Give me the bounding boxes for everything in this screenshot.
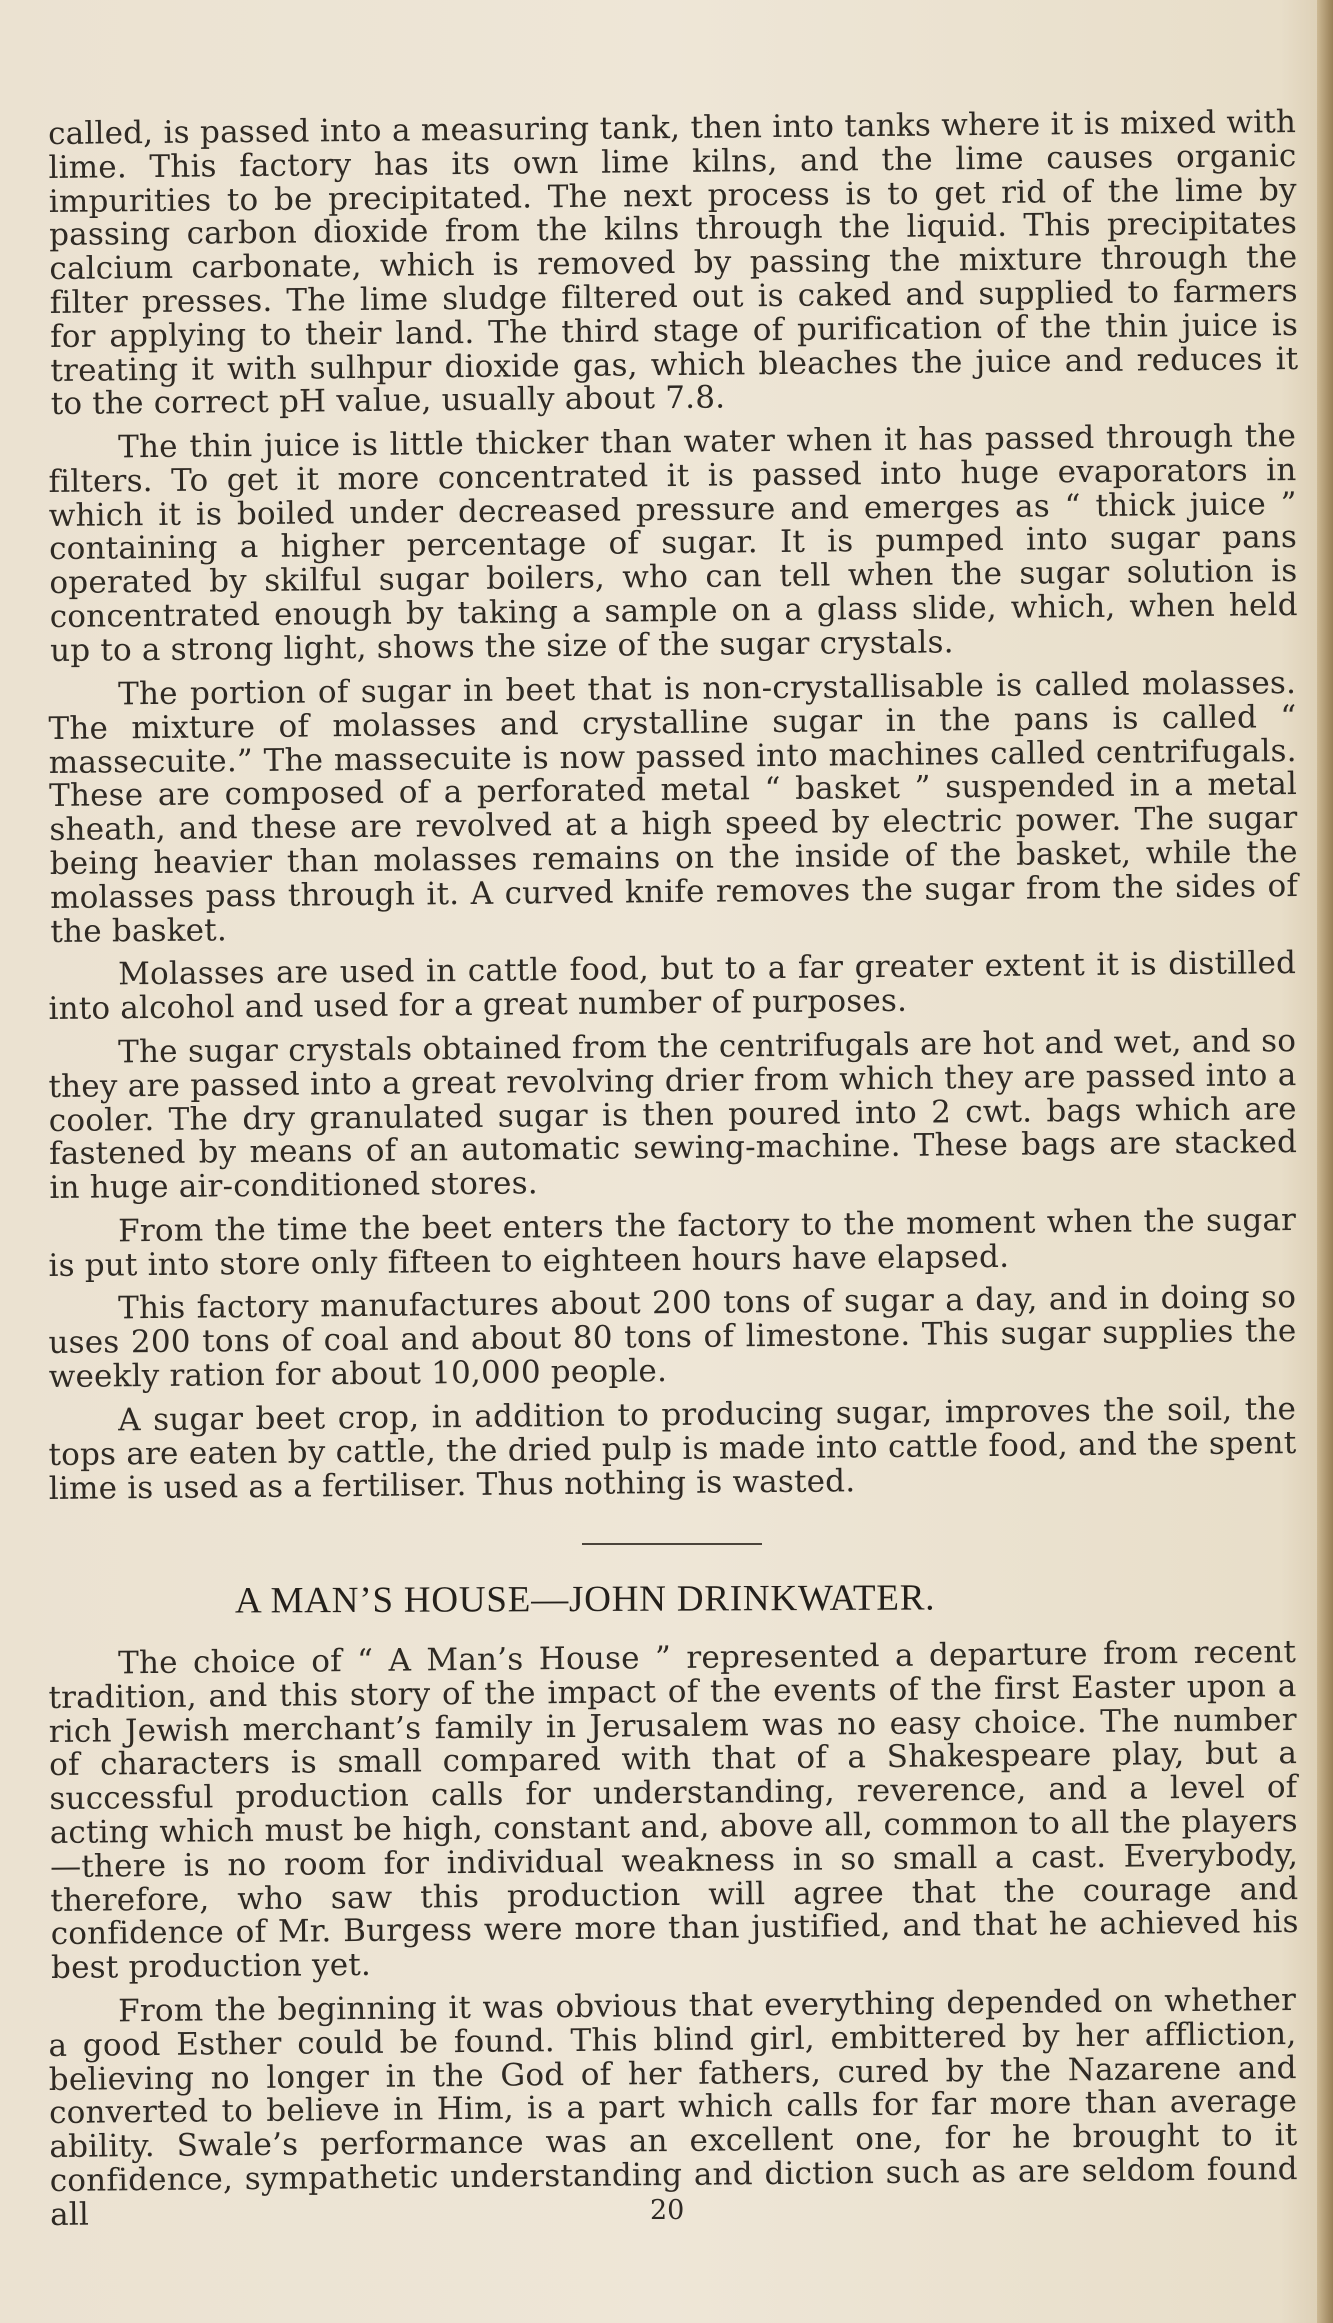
paragraph-4: Molasses are used in cattle food, but to a far greater extent it is distilled into alcohol and used for a great number of purposes. bbox=[48, 945, 1297, 1027]
section-divider-rule bbox=[582, 1543, 762, 1545]
section-title: A MAN’S HOUSE—JOHN DRINKWATER. bbox=[234, 1577, 936, 1622]
page-number: 20 bbox=[650, 2195, 685, 2226]
paragraph-2: The thin juice is little thicker than water when it has passed through the filters. To get it more concentrated it is passed into huge evaporators in which it is boiled under decreased pressure and emerges as “ thick juice ” containing a higher percentage of sugar. It is pumped into sugar pans operated by skilful sugar boilers, who can tell when the sugar solution is concentrated enough by taking a sample on a glass slide, which, when held up to a strong light, shows the size of the sugar crystals. bbox=[48, 418, 1298, 669]
paragraph-9: The choice of “ A Man’s House ” represented a departure from recent tradition, and this story of the impact of the events of the first Easter upon a rich Jewish merchant’s family in Jerusalem was no easy choice. The number of characters is small compared with that of a Shakespeare play, but a successful production calls for understanding, reverence, and a level of acting which must be high, constant and, above all, common to all the players—there is no room for individual weakness in so small a cast. Everybody, therefore, who saw this production will agree that the courage and confidence of Mr. Burgess were more than justified, and that he achieved his best production yet. bbox=[48, 1634, 1299, 1987]
page-edge bbox=[1317, 0, 1333, 2323]
paragraph-6: From the time the beet enters the factory to the moment when the sugar is put into store only fifteen to eighteen hours have elapsed. bbox=[48, 1201, 1297, 1284]
bottom-article-body bbox=[48, 1634, 1299, 2233]
paragraph-1: called, is passed into a measuring tank, then into tanks where it is mixed with lime. This factory has its own lime kilns, and the lime causes organic impurities to be precipitated. The next process is to get rid of the lime by passing carbon dioxide from the kilns through the liquid. This precipitates calcium carbonate, which is removed by passing the mixture through the filter presses. The lime sludge filtered out is caked and supplied to farmers for applying to their land. The third stage of purification of the thin juice is treating it with sulhpur dioxide gas, which bleaches the juice and reduces it to the correct pH value, usually about 7.8. bbox=[47, 104, 1299, 423]
paragraph-7: This factory manufactures about 200 tons of sugar a day, and in doing so uses 200 tons of coal and about 80 tons of limestone. This sugar supplies the weekly ration for about 10,000 people. bbox=[48, 1279, 1297, 1395]
top-article-body bbox=[47, 104, 1299, 1507]
paragraph-10: From the beginning it was obvious that everything depended on whether a good Esther could be found. This blind girl, embittered by her affliction, believing no longer in the God of her fathers, cured by the Nazarene and converted to believe in Him, is a part which calls for far more than average ability. Swale’s performance was an excellent one, for he brought to it confidence, sympathetic understanding and diction such as are seldom found all bbox=[48, 1981, 1298, 2233]
paragraph-3: The portion of sugar in beet that is non-crystallisable is called molasses. The mixture of molasses and crystalline sugar in the pans is called “ massecuite.” The massecuite is now passed into machines called centrifugals. These are composed of a perforated metal “ basket ” suspended in a metal sheath, and these are revolved at a high speed by electric power. The sugar being heavier than molasses remains on the inside of the basket, while the molasses pass through it. A curved knife removes the sugar from the sides of the basket. bbox=[48, 664, 1299, 950]
paragraph-8: A sugar beet crop, in addition to producing sugar, improves the soil, the tops are eaten by cattle, the dried pulp is made into cattle food, and the spent lime is used as a fertiliser. Thus nothing is wasted. bbox=[48, 1390, 1297, 1507]
paragraph-5: The sugar crystals obtained from the centrifugals are hot and wet, and so they are passed into a great revolving drier from which they are passed into a cooler. The dry granulated sugar is then poured into 2 cwt. bags which are fastened by means of an automatic sewing-machine. These bags are stacked in huge air-conditioned stores. bbox=[48, 1022, 1298, 1206]
